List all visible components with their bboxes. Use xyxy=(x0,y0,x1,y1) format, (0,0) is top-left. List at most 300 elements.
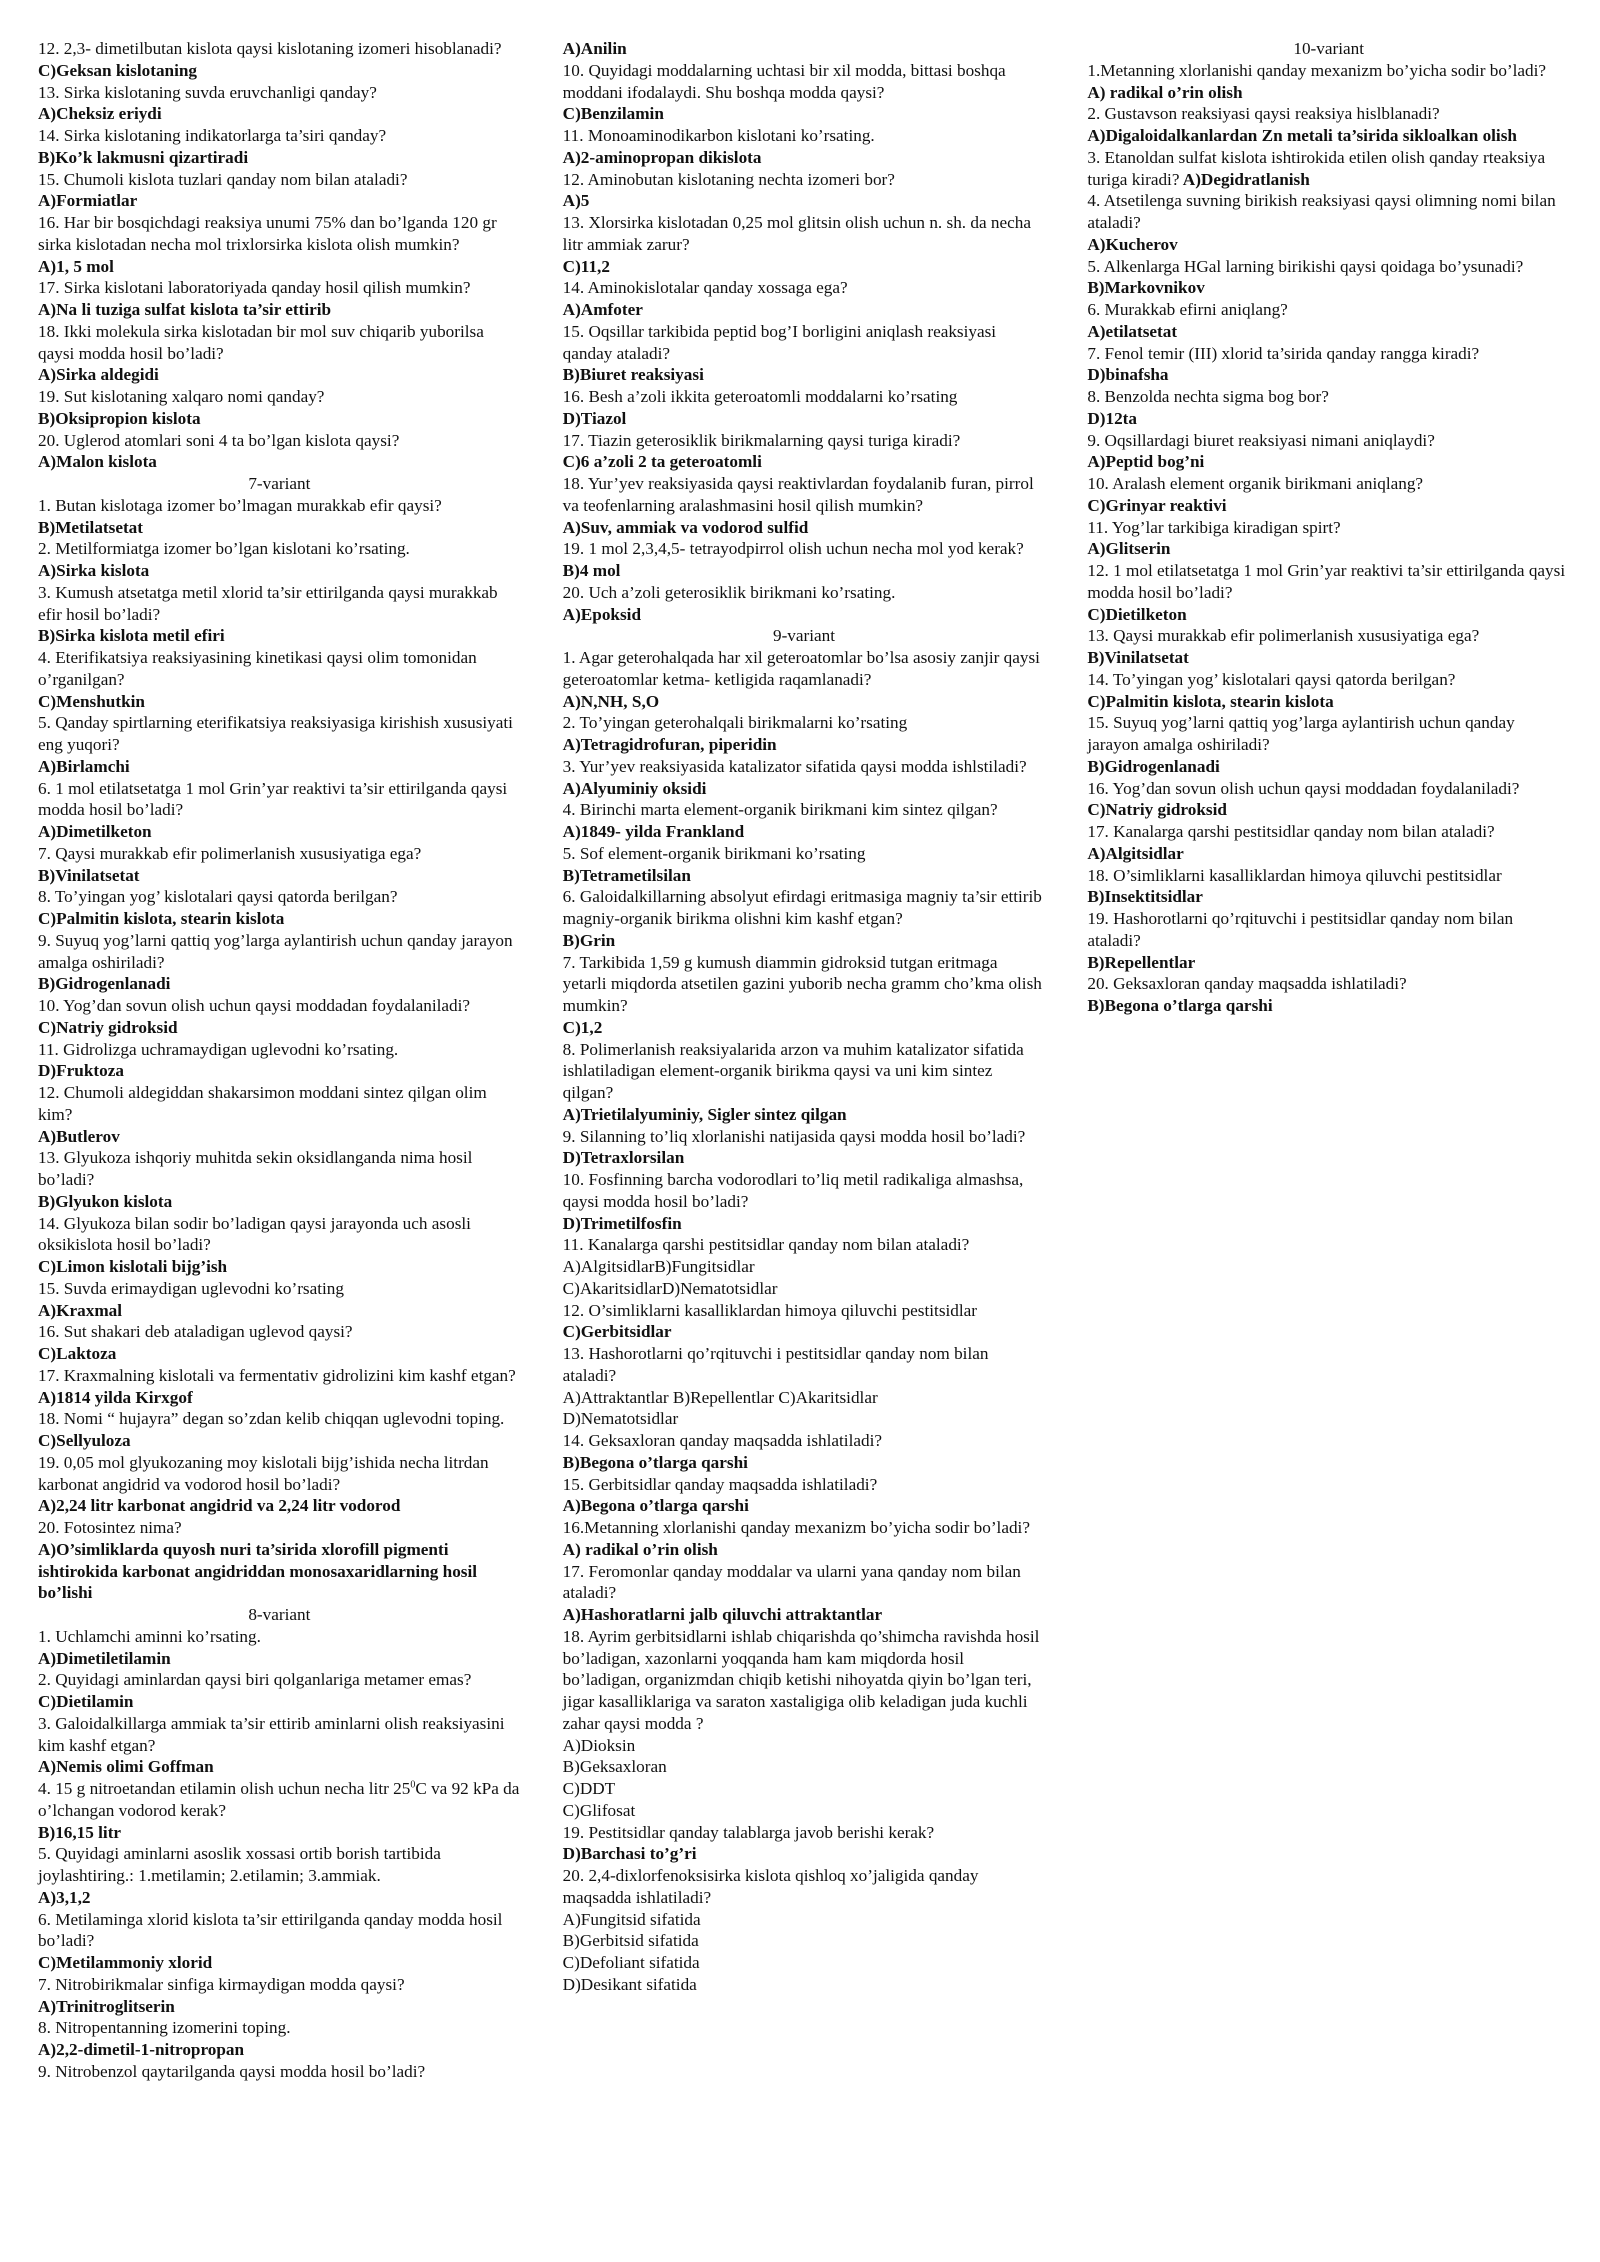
answer-line xyxy=(38,1191,521,1213)
question-line xyxy=(38,386,521,408)
question-line xyxy=(563,125,1046,147)
question-line xyxy=(563,430,1046,452)
line-text: A)N,NH, S,O xyxy=(562,691,660,711)
line-text: C)Gerbitsidlar xyxy=(562,1322,672,1342)
line-text: A)2,24 litr karbonat angidrid va 2,24 litr vodorod xyxy=(38,1496,401,1516)
line-text: 13. Xlorsirka kislotadan 0,25 mol glitsin olish uchun n. sh. da necha litr ammiak zarur? xyxy=(562,213,1031,254)
answer-line xyxy=(1087,843,1570,865)
answer-line xyxy=(563,1104,1046,1126)
line-text: 7. Qaysi murakkab efir polimerlanish xususiyatiga ega? xyxy=(38,843,422,863)
line-text: 14. Aminokislotalar qanday xossaga ega? xyxy=(562,278,848,298)
answer-line xyxy=(38,1648,521,1670)
question-line xyxy=(563,212,1046,256)
question-line xyxy=(1087,865,1570,887)
line-text: A)Epoksid xyxy=(562,604,642,624)
variant-heading xyxy=(38,1604,521,1626)
line-text: 7. Nitrobirikmalar sinfiga kirmaydigan modda qaysi? xyxy=(38,1974,405,1994)
answer-line xyxy=(563,1321,1046,1343)
line-text: C)6 a’zoli 2 ta geteroatomli xyxy=(562,452,762,472)
line-text: 9. Silanning to’liq xlorlanishi natijasida qaysi modda hosil bo’ladi? xyxy=(562,1126,1026,1146)
answer-line xyxy=(1087,364,1570,386)
answer-line xyxy=(1087,647,1570,669)
question-line xyxy=(38,2061,521,2083)
line-text: D)Desikant sifatida xyxy=(562,1974,697,1994)
question-line xyxy=(38,1778,521,1822)
variant-heading xyxy=(563,625,1046,647)
line-text: A)3,1,2 xyxy=(38,1887,91,1907)
question-line xyxy=(1087,60,1570,82)
answer-line xyxy=(1087,125,1570,147)
question-line xyxy=(1087,560,1570,604)
question-line xyxy=(563,538,1046,560)
line-text: D)Trimetilfosfin xyxy=(562,1213,682,1233)
line-text: 5. Quyidagi aminlarni asoslik xossasi ortib borish tartibida joylashtiring.: 1.metilamin; 2.etilamin; 3.ammiak. xyxy=(38,1844,441,1885)
line-text: B)Begona o’tlarga qarshi xyxy=(1087,996,1273,1015)
inline-answer: A)Degidratlanish xyxy=(1179,169,1310,189)
answer-line xyxy=(1087,995,1570,1017)
question-line xyxy=(563,799,1046,821)
line-text: 12. 2,3- dimetilbutan kislota qaysi kislotaning izomeri hisoblanadi? xyxy=(38,39,502,58)
answer-line xyxy=(563,734,1046,756)
line-text: 4. 15 g nitroetandan etilamin olish uchun necha litr 25 xyxy=(38,1779,411,1798)
question-line xyxy=(38,1517,521,1539)
line-text: 14. To’yingan yog’ kislotalari qaysi qatorda berilgan? xyxy=(1087,669,1456,689)
answer-line xyxy=(38,1756,521,1778)
question-line xyxy=(38,1321,521,1343)
answer-line xyxy=(38,1430,521,1452)
line-text: 17. Tiazin geterosiklik birikmalarning qaysi turiga kiradi? xyxy=(562,430,961,450)
line-text: 8-variant xyxy=(248,1605,311,1624)
line-text: A)etilatsetat xyxy=(1087,321,1178,341)
column-middle xyxy=(563,38,1046,2238)
answer-line xyxy=(38,625,521,647)
line-text: 5. Alkenlarga HGal larning birikishi qaysi qoidaga bo’ysunadi? xyxy=(1087,256,1524,276)
answer-line xyxy=(563,865,1046,887)
question-line xyxy=(1087,821,1570,843)
line-text: 13. Sirka kislotaning suvda eruvchanligi qanday? xyxy=(38,82,377,102)
question-line xyxy=(1087,517,1570,539)
line-text: A)Fungitsid sifatida xyxy=(562,1909,701,1929)
line-text: A)1814 yilda Kirxgof xyxy=(38,1387,193,1407)
line-text: A)Amfoter xyxy=(562,300,643,319)
line-text: B)Markovnikov xyxy=(1087,278,1205,298)
line-text: 1.Metanning xlorlanishi qanday mexanizm bo’yicha sodir bo’ladi? xyxy=(1087,60,1547,80)
line-text: C)Menshutkin xyxy=(38,691,145,711)
answer-line xyxy=(563,408,1046,430)
question-line xyxy=(563,886,1046,930)
line-text: B)Gidrogenlanadi xyxy=(38,974,171,994)
answer-line xyxy=(1087,321,1570,343)
question-line xyxy=(563,1343,1046,1387)
answer-line xyxy=(38,560,521,582)
answer-line xyxy=(563,560,1046,582)
question-line xyxy=(1087,712,1570,756)
line-text: C)Grinyar reaktivi xyxy=(1087,495,1227,515)
line-text: 11. Gidrolizga uchramaydigan uglevodni ko’rsating. xyxy=(38,1039,399,1059)
line-text: C)Dietilketon xyxy=(1087,604,1187,624)
question-line xyxy=(38,1408,521,1430)
line-text: 19. 0,05 mol glyukozaning moy kislotali bijg’ishida necha litrdan karbonat angidrid va vodorod hosil bo’ladi? xyxy=(38,1452,489,1494)
line-text: D)Nematotsidlar xyxy=(562,1409,679,1429)
question-line xyxy=(38,1147,521,1191)
line-text: 16. Har bir bosqichdagi reaksiya unumi 75% dan bo’lganda 120 gr sirka kislotadan necha mol trixlorsirka kislota olish mumkin? xyxy=(38,213,497,254)
document-page xyxy=(38,38,1570,2238)
line-text: A)Kucherov xyxy=(1087,234,1178,254)
line-text: 2. To’yingan geterohalqali birikmalarni ko’rsating xyxy=(562,713,908,733)
question-line xyxy=(38,538,521,560)
line-text: A)Digaloidalkanlardan Zn metali ta’sirida sikloalkan olish xyxy=(1087,126,1517,145)
line-text: 1. Uchlamchi aminni ko’rsating. xyxy=(38,1626,261,1646)
line-text: A)Suv, ammiak va vodorod sulfid xyxy=(562,517,809,537)
line-text: A)Dioksin xyxy=(562,1735,636,1755)
line-text: 16. Besh a’zoli ikkita geteroatomli moddalarni ko’rsating xyxy=(562,387,958,406)
answer-line xyxy=(38,1495,521,1517)
question-line xyxy=(563,473,1046,517)
question-line xyxy=(563,1408,1046,1430)
line-text: 5. Sof element-organik birikmani ko’rsating xyxy=(562,843,866,863)
line-text: B)Repellentlar xyxy=(1087,952,1196,972)
question-line xyxy=(38,169,521,191)
line-text: 4. Eterifikatsiya reaksiyasining kinetikasi qaysi olim tomonidan o’rganilgan? xyxy=(38,648,477,689)
question-line xyxy=(563,1865,1046,1909)
line-text: D)Barchasi to’g’ri xyxy=(562,1844,697,1864)
answer-line xyxy=(1087,82,1570,104)
line-text: 8. Nitropentanning izomerini toping. xyxy=(38,2018,291,2038)
line-text: 2. Quyidagi aminlardan qaysi biri qolganlariga metamer emas? xyxy=(38,1670,472,1690)
line-text: A)Dimetilketon xyxy=(38,822,152,841)
line-text: 3. Kumush atsetatga metil xlorid ta’sir ettirilganda qaysi murakkab efir hosil bo’ladi? xyxy=(38,582,498,624)
question-line xyxy=(38,1365,521,1387)
question-line xyxy=(563,1474,1046,1496)
answer-line xyxy=(563,821,1046,843)
line-text: A)Cheksiz eriydi xyxy=(38,104,162,124)
line-text: B)Oksipropion kislota xyxy=(38,408,201,428)
line-text: 3. Yur’yev reaksiyasida katalizator sifatida qaysi modda ishlstiladi? xyxy=(562,756,1027,776)
line-text: A)Na li tuziga sulfat kislota ta’sir ettirib xyxy=(38,300,332,319)
line-text: 16.Metanning xlorlanishi qanday mexanizm bo’yicha sodir bo’ladi? xyxy=(562,1518,1030,1537)
line-text: C)Glifosat xyxy=(562,1800,636,1820)
line-text: A)Kraxmal xyxy=(38,1300,123,1320)
line-text: 7-variant xyxy=(248,474,311,493)
line-text: 6. Metilaminga xlorid kislota ta’sir ettirilganda qanday modda hosil bo’ladi? xyxy=(38,1909,503,1951)
line-text: 2. Gustavson reaksiyasi qaysi reaksiya hislblanadi? xyxy=(1087,104,1440,124)
line-text: 6. Murakkab efirni aniqlang? xyxy=(1087,300,1288,319)
line-text: 17. Sirka kislotani laboratoriyada qanday hosil qilish mumkin? xyxy=(38,278,471,298)
answer-line xyxy=(563,38,1046,60)
question-line xyxy=(1087,778,1570,800)
line-text: 18. Ayrim gerbitsidlarni ishlab chiqarishda qo’shimcha ravishda hosil bo’ladigan, xazonlarni yoqqanda ham kam miqdorda hosil bo’ladigan, organizmdan chiqib ketishi nihoyatda qiyin bo’lgan teri, jigar kasalliklariga va saraton xastaligiga olib keladigan juda kuchli zahar qaysi modda ? xyxy=(562,1626,1040,1733)
question-line xyxy=(38,212,521,256)
line-text: B)Tetrametilsilan xyxy=(562,865,691,885)
line-text: 15. Oqsillar tarkibida peptid bog’I borligini aniqlash reaksiyasi qanday ataladi? xyxy=(562,321,997,363)
answer-line xyxy=(1087,277,1570,299)
line-text: 9. Nitrobenzol qaytarilganda qaysi modda hosil bo’ladi? xyxy=(38,2061,426,2081)
answer-line xyxy=(38,1996,521,2018)
line-text: A)Birlamchi xyxy=(38,756,130,776)
question-line xyxy=(1087,973,1570,995)
line-text: B)Grin xyxy=(562,930,616,950)
question-line xyxy=(563,1756,1046,1778)
line-text: A)AlgitsidlarB)Fungitsidlar xyxy=(562,1257,755,1276)
question-line xyxy=(38,321,521,365)
line-text: 11. Monoaminodikarbon kislotani ko’rsating. xyxy=(562,126,875,145)
question-line xyxy=(1087,386,1570,408)
line-text: 16. Yog’dan sovun olish uchun qaysi moddadan foydalaniladi? xyxy=(1087,778,1520,798)
line-text: A)Tetragidrofuran, piperidin xyxy=(562,735,777,754)
answer-line xyxy=(38,1343,521,1365)
answer-line xyxy=(563,1213,1046,1235)
answer-line xyxy=(38,1887,521,1909)
question-line xyxy=(38,2017,521,2039)
question-line xyxy=(38,1974,521,1996)
line-text: D)Tiazol xyxy=(562,408,627,428)
answer-line xyxy=(38,908,521,930)
answer-line xyxy=(563,604,1046,626)
answer-line xyxy=(38,190,521,212)
line-text: A)Trietilalyuminiy, Sigler sintez qilgan xyxy=(562,1104,847,1124)
question-line xyxy=(1087,669,1570,691)
answer-line xyxy=(1087,604,1570,626)
question-line xyxy=(1087,430,1570,452)
answer-line xyxy=(38,408,521,430)
question-line xyxy=(563,1778,1046,1800)
line-text-continued: C va 92 kPa da o’lchangan vodorod kerak? xyxy=(38,1779,520,1820)
answer-line xyxy=(1087,952,1570,974)
line-text: C)Palmitin kislota, stearin kislota xyxy=(1087,691,1334,711)
question-line xyxy=(38,1452,521,1496)
answer-line xyxy=(563,1843,1046,1865)
answer-line xyxy=(38,1017,521,1039)
line-text: B)Metilatsetat xyxy=(38,517,143,537)
line-text: B)4 mol xyxy=(562,561,621,580)
answer-line xyxy=(38,691,521,713)
line-text: A)Formiatlar xyxy=(38,191,138,211)
line-text: 20. 2,4-dixlorfenoksisirka kislota qishloq xo’jaligida qanday maqsadda ishlatiladi? xyxy=(562,1866,979,1907)
line-text: 10. Aralash element organik birikmani aniqlang? xyxy=(1087,474,1424,493)
question-line xyxy=(563,712,1046,734)
line-text: 8. To’yingan yog’ kislotalari qaysi qatorda berilgan? xyxy=(38,887,398,907)
question-line xyxy=(38,712,521,756)
line-text: 3. Galoidalkillarga ammiak ta’sir ettirib aminlarni olish reaksiyasini kim kashf etgan? xyxy=(38,1713,505,1755)
answer-line xyxy=(1087,408,1570,430)
line-text: C)Dietilamin xyxy=(38,1692,134,1711)
line-text: 10. Quyidagi moddalarning uchtasi bir xil modda, bittasi boshqa moddani ifodalaydi. Shu boshqa modda qaysi? xyxy=(562,60,1006,102)
answer-line xyxy=(38,451,521,473)
answer-line xyxy=(38,1822,521,1844)
question-line xyxy=(38,930,521,974)
answer-line xyxy=(1087,886,1570,908)
answer-line xyxy=(563,1604,1046,1626)
question-line xyxy=(563,1430,1046,1452)
question-line xyxy=(563,1126,1046,1148)
question-line xyxy=(1087,190,1570,234)
question-line xyxy=(563,952,1046,1017)
line-text: B)Begona o’tlarga qarshi xyxy=(562,1452,748,1472)
line-text: 15. Chumoli kislota tuzlari qanday nom bilan ataladi? xyxy=(38,169,408,189)
line-text: 13. Hashorotlarni qo’rqituvchi i pestitsidlar qanday nom bilan ataladi? xyxy=(562,1344,989,1385)
line-text: C)Limon kislotali bijg’ish xyxy=(38,1257,228,1276)
question-line xyxy=(563,1822,1046,1844)
question-line xyxy=(563,647,1046,691)
line-text: B)Vinilatsetat xyxy=(1087,648,1189,667)
question-line xyxy=(563,1234,1046,1256)
question-line xyxy=(563,1256,1046,1278)
question-line xyxy=(38,1843,521,1887)
line-text: 15. Suyuq yog’larni qattiq yog’larga aylantirish uchun qanday jarayon amalga oshiriladi? xyxy=(1087,713,1515,754)
line-text: 10-variant xyxy=(1293,39,1364,58)
line-text: 7. Tarkibida 1,59 g kumush diammin gidroksid tutgan eritmaga yetarli miqdorda atsetilen gazini yuborib necha gramm cho’kma olish mumkin? xyxy=(562,952,1042,1015)
answer-line xyxy=(1087,451,1570,473)
question-line xyxy=(563,1561,1046,1605)
question-line xyxy=(563,1974,1046,1996)
question-line xyxy=(1087,343,1570,365)
question-line xyxy=(563,1952,1046,1974)
answer-line xyxy=(563,1539,1046,1561)
question-line xyxy=(1087,299,1570,321)
line-text: C)Benzilamin xyxy=(562,104,664,124)
variant-heading xyxy=(1087,38,1570,60)
line-text: 3. Etanoldan sulfat kislota ishtirokida etilen olish qanday rteaksiya turiga kiradi? xyxy=(1087,147,1546,189)
line-text: A)Dimetiletilamin xyxy=(38,1648,171,1668)
line-text: A)2-aminopropan dikislota xyxy=(562,147,762,167)
line-text: 19. Sut kislotaning xalqaro nomi qanday? xyxy=(38,387,325,406)
answer-line xyxy=(563,256,1046,278)
line-text: 9. Suyuq yog’larni qattiq yog’larga aylantirish uchun qanday jarayon amalga oshiriladi? xyxy=(38,930,513,972)
question-line xyxy=(563,843,1046,865)
line-text: 18. O’simliklarni kasalliklardan himoya qiluvchi pestitsidlar xyxy=(1087,865,1502,885)
answer-line xyxy=(38,865,521,887)
line-text: A)Hashoratlarni jalb qiluvchi attraktantlar xyxy=(562,1605,883,1624)
answer-line xyxy=(38,60,521,82)
line-text: A)1849- yilda Frankland xyxy=(562,822,745,841)
answer-line xyxy=(1087,691,1570,713)
line-text: 8. Benzolda nechta sigma bog bor? xyxy=(1087,387,1329,406)
question-line xyxy=(563,1039,1046,1104)
answer-line xyxy=(38,1126,521,1148)
line-text: B)Insektitsidlar xyxy=(1087,887,1203,907)
line-text: 20. Uch a’zoli geterosiklik birikmani ko’rsating. xyxy=(562,582,896,602)
line-text: B)Gerbitsid sifatida xyxy=(562,1931,699,1951)
column-left xyxy=(38,38,521,2238)
line-text: A)Trinitroglitserin xyxy=(38,1996,175,2016)
line-text: A)Butlerov xyxy=(38,1126,120,1146)
line-text: C)AkaritsidlarD)Nematotsidlar xyxy=(562,1278,778,1298)
line-text: 12. Aminobutan kislotaning nechta izomeri bor? xyxy=(562,169,895,189)
line-text: 9. Oqsillardagi biuret reaksiyasi nimani aniqlaydi? xyxy=(1087,430,1435,450)
answer-line xyxy=(38,1300,521,1322)
question-line xyxy=(38,1909,521,1953)
line-text: 17. Kanalarga qarshi pestitsidlar qanday nom bilan ataladi? xyxy=(1087,822,1495,841)
line-text: A)Attraktantlar B)Repellentlar C)Akaritsidlar xyxy=(562,1387,878,1407)
line-text: B)Sirka kislota metil efiri xyxy=(38,626,225,646)
line-text: B)Geksaxloran xyxy=(562,1757,667,1777)
question-line xyxy=(563,1300,1046,1322)
question-line xyxy=(38,1669,521,1691)
question-line xyxy=(1087,473,1570,495)
answer-line xyxy=(38,256,521,278)
answer-line xyxy=(1087,538,1570,560)
line-text: 13. Qaysi murakkab efir polimerlanish xususiyatiga ega? xyxy=(1087,626,1480,646)
answer-line xyxy=(563,103,1046,125)
question-line xyxy=(1087,256,1570,278)
question-line xyxy=(38,1082,521,1126)
question-line xyxy=(38,1278,521,1300)
line-text: C)Metilammoniy xlorid xyxy=(38,1953,213,1972)
line-text: A) radikal o’rin olish xyxy=(562,1539,718,1559)
line-text: C)Geksan kislotaning xyxy=(38,60,198,80)
line-text: B)Ko’k lakmusni qizartiradi xyxy=(38,147,249,167)
line-text: B)16,15 litr xyxy=(38,1822,122,1842)
answer-line xyxy=(38,1060,521,1082)
line-text: B)Gidrogenlanadi xyxy=(1087,756,1220,776)
line-text: C)Natriy gidroksid xyxy=(1087,800,1227,820)
line-text: 4. Atsetilenga suvning birikish reaksiyasi qaysi olimning nomi bilan ataladi? xyxy=(1087,191,1556,232)
line-text: B)Biuret reaksiyasi xyxy=(562,365,704,385)
answer-line xyxy=(38,973,521,995)
answer-line xyxy=(38,2039,521,2061)
line-text: C)Sellyuloza xyxy=(38,1431,131,1450)
question-line xyxy=(38,1713,521,1757)
question-line xyxy=(1087,103,1570,125)
question-line xyxy=(563,1278,1046,1300)
line-text: C)Palmitin kislota, stearin kislota xyxy=(38,909,285,928)
line-text: 11. Kanalarga qarshi pestitsidlar qanday nom bilan ataladi? xyxy=(562,1235,970,1255)
answer-line xyxy=(563,1495,1046,1517)
line-text: B)Vinilatsetat xyxy=(38,865,140,885)
line-text: A)O’simliklarda quyosh nuri ta’sirida xlorofill pigmenti ishtirokida karbonat angidriddan monosaxaridlarning hosil bo’lishi xyxy=(38,1539,478,1603)
line-text: 18. Nomi “ hujayra” degan so’zdan kelib chiqqan uglevodni toping. xyxy=(38,1409,505,1429)
question-line xyxy=(38,277,521,299)
answer-line xyxy=(38,1387,521,1409)
question-line xyxy=(563,169,1046,191)
question-line xyxy=(563,756,1046,778)
question-line xyxy=(563,321,1046,365)
answer-line xyxy=(38,1691,521,1713)
line-text: A) radikal o’rin olish xyxy=(1087,82,1243,102)
line-text: 2. Metilformiatga izomer bo’lgan kislotani ko’rsating. xyxy=(38,539,410,559)
answer-line xyxy=(563,778,1046,800)
line-text: A)Glitserin xyxy=(1087,539,1171,559)
answer-line xyxy=(38,517,521,539)
question-line xyxy=(38,886,521,908)
line-text: A)Anilin xyxy=(562,39,627,58)
line-text: C)Defoliant sifatida xyxy=(562,1953,700,1972)
answer-line xyxy=(38,103,521,125)
answer-line xyxy=(563,1147,1046,1169)
line-text: 4. Birinchi marta element-organik birikmani kim sintez qilgan? xyxy=(562,800,998,820)
question-line xyxy=(38,1213,521,1257)
answer-line xyxy=(38,1256,521,1278)
line-text: 17. Kraxmalning kislotali va fermentativ gidrolizini kim kashf etgan? xyxy=(38,1365,516,1385)
line-text: 15. Suvda erimaydigan uglevodni ko’rsating xyxy=(38,1278,344,1298)
question-line xyxy=(1087,625,1570,647)
question-line xyxy=(38,778,521,822)
line-text: 12. O’simliklarni kasalliklardan himoya qiluvchi pestitsidlar xyxy=(562,1300,978,1320)
line-text: 18. Yur’yev reaksiyasida qaysi reaktivlardan foydalanib furan, pirrol va teofenlarning aralashmasini hosil qilish mumkin? xyxy=(562,474,1034,515)
question-line xyxy=(38,495,521,517)
question-line xyxy=(38,125,521,147)
line-text: 20. Fotosintez nima? xyxy=(38,1518,182,1537)
line-text: 15. Gerbitsidlar qanday maqsadda ishlatiladi? xyxy=(562,1474,878,1494)
line-text: A)Peptid bog’ni xyxy=(1087,452,1205,472)
line-text: A)Alyuminiy oksidi xyxy=(562,778,707,798)
line-text: C)11,2 xyxy=(562,256,610,276)
line-text: D)12ta xyxy=(1087,408,1137,428)
answer-line xyxy=(1087,495,1570,517)
question-line xyxy=(38,647,521,691)
question-line xyxy=(1087,147,1570,191)
question-line xyxy=(38,38,521,60)
